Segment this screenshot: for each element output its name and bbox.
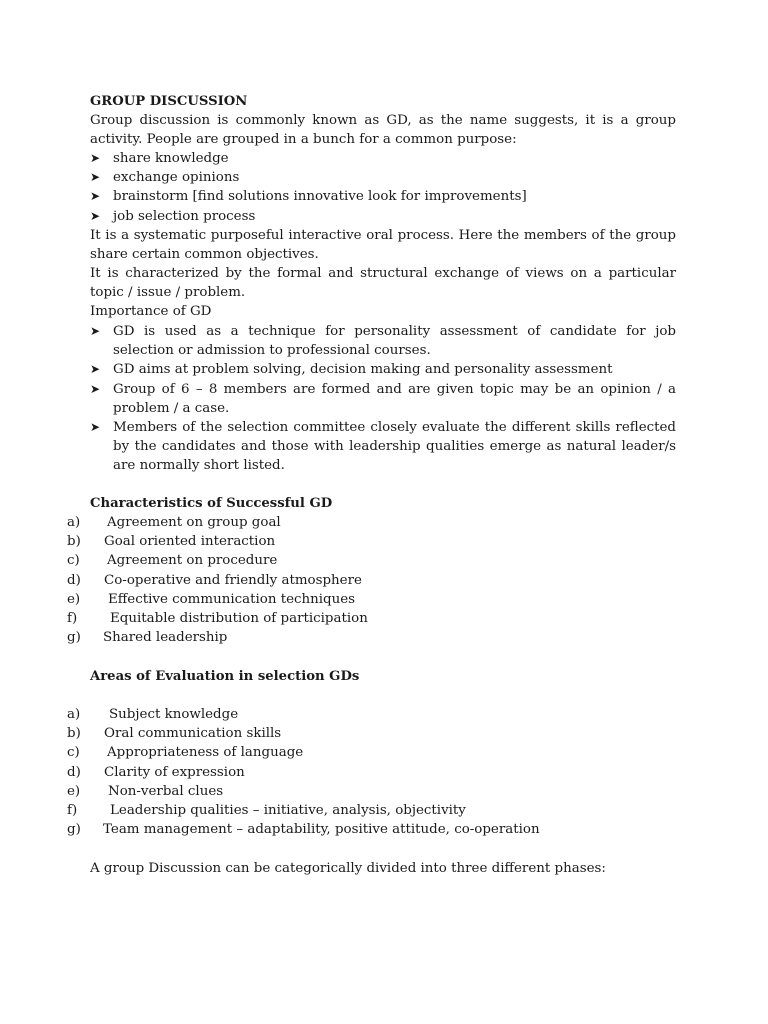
arrow-bullet-icon: ➤ — [90, 189, 101, 204]
arrow-bullet-icon: ➤ — [90, 151, 101, 165]
paragraph-characterized: It is characterized by the formal and structural exchange of views on a particular topic / issue / problem. — [90, 266, 676, 301]
arrow-bullet-icon: ➤ — [90, 208, 101, 223]
characteristics-heading: Characteristics of Successful GD — [90, 496, 333, 511]
list-item: b) Oral communication skills — [67, 726, 282, 742]
arrow-bullet-icon: ➤ — [90, 381, 101, 396]
list-item: f) Equitable distribution of participation — [67, 610, 368, 626]
list-item: f) Leadership qualities – initiative, analysis, objectivity — [67, 802, 466, 818]
purpose-list — [90, 149, 676, 226]
intro-paragraph: Group discussion is commonly known as GD, as the name suggests, it is a group activity. People are grouped in a bunch for a common purpose: — [90, 113, 676, 148]
list-item: ➤ Members of the selection committee closely evaluate the different skills reflected by the candidates and those with leadership qualities emerge as natural leader/s are normally short listed. — [90, 420, 676, 474]
arrow-bullet-icon: ➤ — [90, 420, 101, 435]
list-item: e) Non-verbal clues — [67, 783, 224, 799]
list-item: c) Appropriateness of language — [67, 745, 304, 761]
list-item: a) Agreement on group goal — [67, 515, 281, 530]
document-title: GROUP DISCUSSION — [90, 94, 248, 109]
list-item: a) Subject knowledge — [67, 707, 239, 722]
paragraph-systematic-process: It is a systematic purposeful interactive oral process. Here the members of the group share certain common objectives. — [90, 228, 676, 263]
arrow-bullet-icon: ➤ — [90, 362, 101, 377]
list-item: ➤ brainstorm [find solutions innovative look for improvements] — [90, 187, 676, 206]
closing-paragraph: A group Discussion can be categorically divided into three different phases: — [90, 861, 606, 876]
list-item: e) Effective communication techniques — [67, 591, 356, 607]
evaluation-heading: Areas of Evaluation in selection GDs — [90, 669, 360, 684]
arrow-bullet-icon: ➤ — [90, 170, 101, 185]
importance-list — [90, 322, 676, 476]
list-item: g) Team management – adaptability, positive attitude, co-operation — [67, 822, 540, 838]
evaluation-list — [67, 705, 687, 839]
list-item: ➤ GD aims at problem solving, decision making and personality assessment — [90, 360, 676, 379]
list-item: d) Clarity of expression — [67, 764, 245, 780]
list-item: c) Agreement on procedure — [67, 553, 278, 569]
list-item: ➤ share knowledge — [90, 149, 676, 168]
list-item: d) Co-operative and friendly atmosphere — [67, 572, 362, 588]
characteristics-list — [67, 513, 687, 647]
list-item: ➤ job selection process — [90, 207, 676, 226]
list-item: ➤ exchange opinions — [90, 168, 676, 187]
list-item: g) Shared leadership — [67, 630, 228, 646]
arrow-bullet-icon: ➤ — [90, 324, 101, 338]
list-item: ➤ Group of 6 – 8 members are formed and are given topic may be an opinion / a problem / a case. — [90, 381, 676, 416]
list-item: ➤ GD is used as a technique for personality assessment of candidate for job selection or admission to professional courses. — [90, 324, 676, 359]
importance-heading: Importance of GD — [90, 304, 212, 319]
list-item: b) Goal oriented interaction — [67, 534, 276, 550]
